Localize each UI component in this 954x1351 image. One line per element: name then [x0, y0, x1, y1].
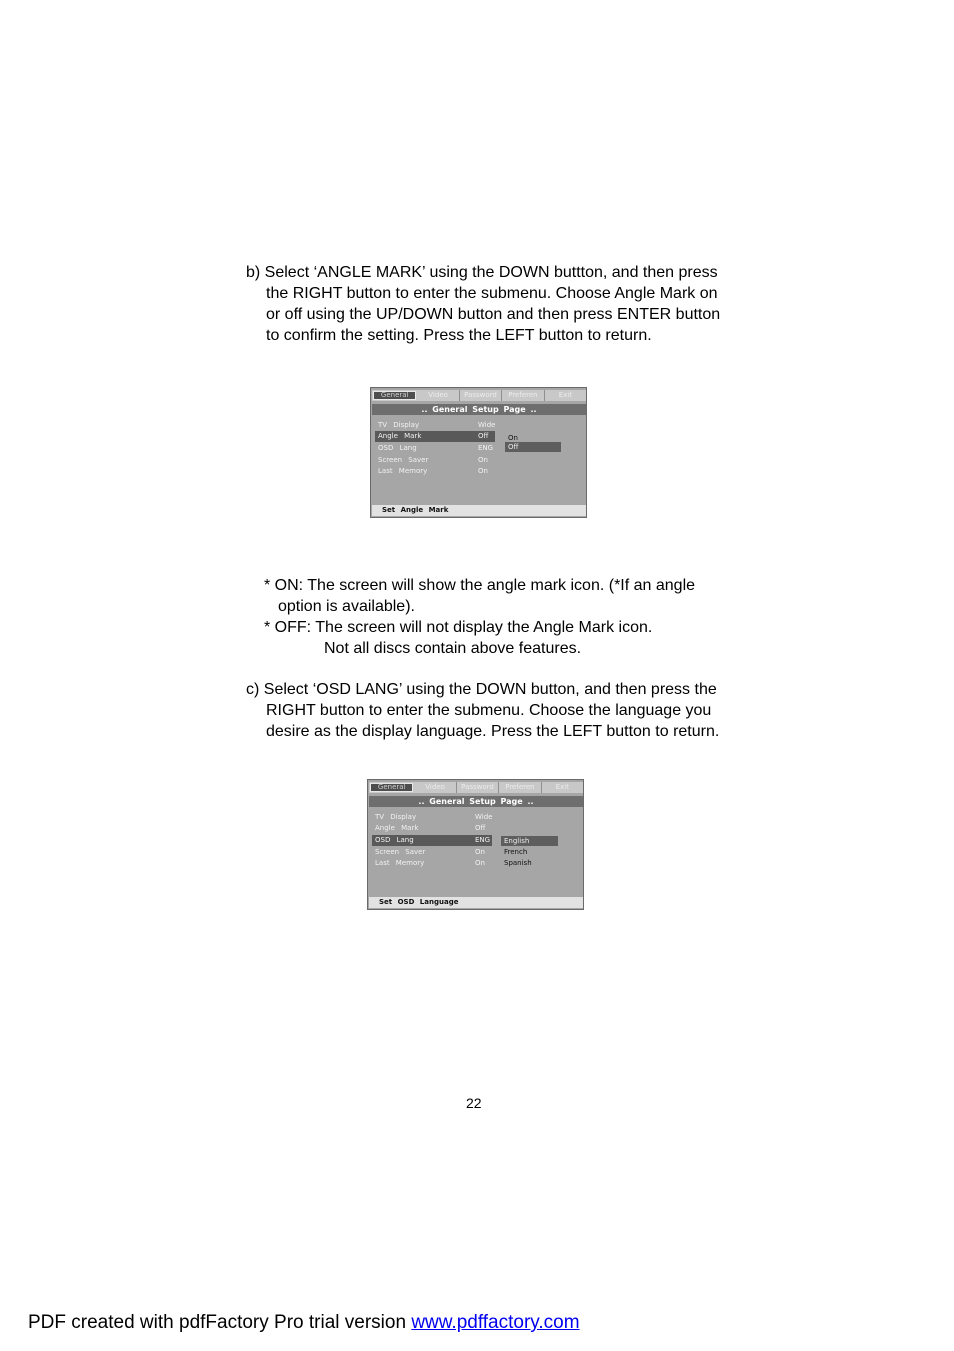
angle-mark-menu-screenshot — [370, 387, 587, 518]
submenu-option-french: French — [504, 848, 528, 856]
row-label: OSD Lang — [378, 444, 417, 452]
note-off: * OFF: The screen will not display the Angle Mark icon. — [264, 619, 653, 636]
pdf-creator-footer — [28, 1312, 580, 1334]
menu-status-bar — [369, 897, 583, 908]
instruction-line: desire as the display language. Press the LEFT button to return. — [266, 723, 720, 740]
row-value: Wide — [478, 421, 496, 429]
menu-row-last-memory — [375, 466, 495, 477]
menu-row-last-memory — [372, 858, 492, 869]
menu-row-tv-display — [372, 812, 492, 823]
menu-status-bar — [372, 505, 586, 516]
row-value: On — [475, 859, 485, 867]
instruction-c — [246, 679, 719, 742]
tab-video: Video — [414, 782, 456, 793]
instruction-line: the RIGHT button to enter the submenu. Choose Angle Mark on — [266, 285, 718, 302]
note-features: Not all discs contain above features. — [324, 640, 582, 657]
menu-row-osd-lang — [375, 443, 495, 454]
menu-header: .. General Setup Page .. — [372, 404, 586, 415]
osd-lang-menu-screenshot — [367, 779, 584, 910]
pdffactory-link[interactable]: www.pdffactory.com — [411, 1312, 580, 1333]
menu-row-angle-mark — [375, 431, 495, 442]
menu-row-tv-display — [375, 420, 495, 431]
row-value: On — [478, 456, 488, 464]
row-label: OSD Lang — [375, 836, 414, 844]
submenu-option-on: On — [508, 434, 518, 442]
note-on-cont: option is available). — [278, 598, 415, 615]
row-label: Screen Saver — [375, 848, 426, 856]
row-value: ENG — [478, 444, 494, 452]
instruction-line: or off using the UP/DOWN button and then press ENTER button — [266, 306, 721, 323]
row-value: ENG — [475, 836, 491, 844]
instruction-line: RIGHT button to enter the submenu. Choose the language you — [266, 702, 712, 719]
status-text: Set OSD Language — [379, 898, 459, 906]
submenu-option-off: Off — [505, 442, 561, 452]
tab-password: Password — [460, 390, 502, 401]
menu-row-screen-saver — [372, 847, 492, 858]
row-label: Last Memory — [378, 467, 428, 475]
menu-row-osd-lang — [372, 835, 492, 846]
menu-row-angle-mark — [372, 823, 492, 834]
footer-text: PDF created with pdfFactory Pro trial version — [28, 1312, 412, 1333]
submenu-option-english: English — [501, 836, 558, 846]
row-label: TV Display — [378, 421, 420, 429]
tab-preferences: Preferen — [499, 782, 541, 793]
row-label: Screen Saver — [378, 456, 429, 464]
status-text: Set Angle Mark — [382, 506, 449, 514]
menu-header: .. General Setup Page .. — [369, 796, 583, 807]
menu-row-screen-saver — [375, 455, 495, 466]
submenu-option-spanish: Spanish — [504, 859, 532, 867]
row-value: Off — [475, 824, 486, 832]
tab-general: General — [373, 391, 416, 400]
row-label: Angle Mark — [378, 432, 422, 440]
instruction-line: c) Select ‘OSD LANG’ using the DOWN button, and then press the — [246, 681, 717, 698]
row-value: On — [478, 467, 488, 475]
menu-tabs — [372, 390, 586, 401]
instruction-b — [246, 262, 720, 346]
row-label: Angle Mark — [375, 824, 419, 832]
instruction-line: to confirm the setting. Press the LEFT button to return. — [266, 327, 652, 344]
tab-preferences: Preferen — [502, 390, 544, 401]
tab-general: General — [370, 783, 413, 792]
row-value: On — [475, 848, 485, 856]
row-value: Off — [478, 432, 489, 440]
row-value: Wide — [475, 813, 493, 821]
tab-exit: Exit — [558, 391, 572, 399]
row-label: Last Memory — [375, 859, 425, 867]
tab-video: Video — [417, 390, 459, 401]
page-number: 22 — [466, 1095, 482, 1111]
menu-tabs — [369, 782, 583, 793]
angle-mark-notes — [264, 575, 695, 659]
tab-password: Password — [457, 782, 499, 793]
row-label: TV Display — [375, 813, 417, 821]
tab-exit: Exit — [555, 783, 569, 791]
instruction-line: b) Select ‘ANGLE MARK’ using the DOWN buttton, and then press — [246, 264, 718, 281]
note-on: * ON: The screen will show the angle mark icon. (*If an angle — [264, 577, 696, 594]
